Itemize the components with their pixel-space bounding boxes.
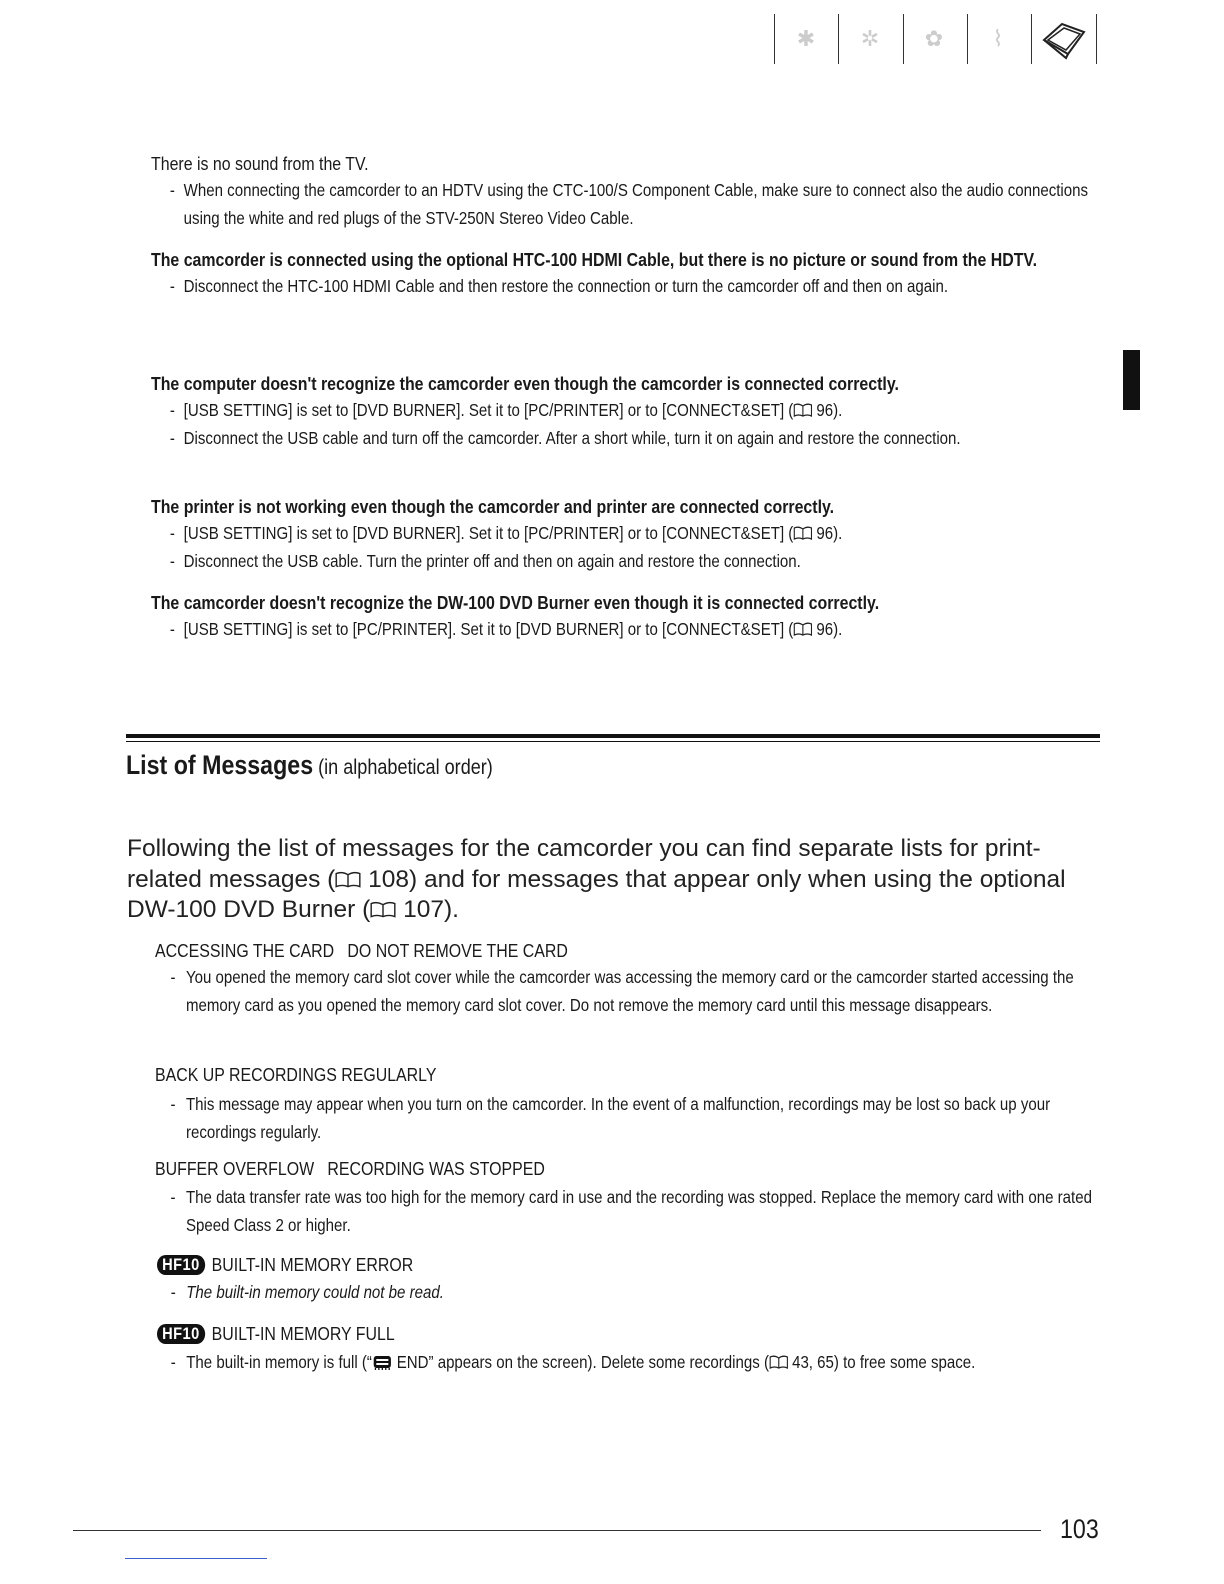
message-heading: BACK UP RECORDINGS REGULARLY: [155, 1064, 437, 1085]
solution-item: - [USB SETTING] is set to [DVD BURNER]. Set it to [PC/PRINTER] or to [CONNECT&SET] ( 96).: [169, 523, 843, 543]
problem-heading: The camcorder is connected using the optional HTC-100 HDMI Cable, but there is no picture or sound from the HDTV.: [151, 249, 1038, 270]
troubleshoot-entry: [151, 589, 1101, 644]
chapter-tabs: [770, 8, 1100, 60]
message-explanation: - This message may appear when you turn on the camcorder. In the event of a malfunction, recordings may be lost so back up your recordings regularly.: [170, 1094, 1051, 1142]
footer-accent-line: [125, 1558, 267, 1559]
tab-separator: [967, 14, 968, 64]
book-reference-icon: [769, 1355, 788, 1369]
troubleshoot-entry: [151, 370, 1101, 452]
book-reference-icon: [793, 526, 812, 540]
message-entry: [157, 1251, 1107, 1307]
tab-separator: [903, 14, 904, 64]
built-in-memory-icon: [372, 1352, 393, 1370]
model-badge: HF10: [157, 1324, 205, 1344]
connection-icon[interactable]: ⌇: [992, 26, 1004, 51]
problem-heading: The camcorder doesn't recognize the DW-100 DVD Burner even though it is connected correctly.: [151, 592, 880, 613]
message-heading: ACCESSING THE CARD DO NOT REMOVE THE CARD: [155, 940, 568, 961]
problem-heading: The computer doesn't recognize the camcorder even though the camcorder is connected correctly.: [151, 373, 899, 394]
troubleshoot-entry: [151, 150, 1101, 232]
section-rule-thick: [126, 734, 1100, 738]
chapter-marker: [1123, 350, 1140, 410]
message-entry: [157, 1320, 1107, 1377]
message-heading: HF10 BUILT-IN MEMORY ERROR: [157, 1251, 1112, 1278]
section-intro: Following the list of messages for the camcorder you can find separate lists for print-related messages ( 108) and for messages that appear only when using the optional DW-100 DVD Burner ( 107).: [127, 835, 1066, 923]
troubleshoot-entry: [151, 246, 1101, 301]
message-entry: [155, 1061, 1105, 1146]
reference-book-icon[interactable]: [1038, 18, 1090, 60]
section-rule-thin: [126, 741, 1100, 742]
page-number: 103: [1060, 1514, 1099, 1544]
problem-heading: The printer is not working even though the camcorder and printer are connected correctly.: [151, 496, 835, 517]
book-reference-icon: [370, 901, 396, 918]
message-heading: BUFFER OVERFLOW RECORDING WAS STOPPED: [155, 1158, 545, 1179]
settings-icon[interactable]: ✿: [924, 26, 944, 51]
book-reference-icon: [793, 403, 812, 417]
message-entry: [155, 937, 1105, 1019]
model-badge: HF10: [157, 1255, 205, 1275]
solution-item: - Disconnect the USB cable. Turn the printer off and then on again and restore the connection.: [169, 550, 801, 571]
troubleshoot-entry: [151, 493, 1101, 575]
book-reference-icon: [335, 871, 361, 888]
message-explanation: - You opened the memory card slot cover while the camcorder was accessing the memory card or the camcorder started accessing the memory card as you opened the memory card slot cover. Do not remove the memory card until this message disappears.: [170, 967, 1074, 1015]
solution-item: - Disconnect the HTC-100 HDMI Cable and then restore the connection or turn the camcorder off and then on again.: [169, 276, 949, 296]
movie-mode-icon[interactable]: ✱: [796, 26, 816, 51]
book-reference-icon: [793, 622, 812, 636]
tab-separator: [1031, 14, 1032, 64]
tab-separator: [774, 14, 775, 64]
solution-item: - [USB SETTING] is set to [PC/PRINTER]. Set it to [DVD BURNER] or to [CONNECT&SET] ( 96).: [169, 619, 843, 639]
message-explanation: - The built-in memory is full (“ END” appears on the screen). Delete some recordings ( 43, 65) to free some space.: [170, 1352, 976, 1372]
footer-rule: [73, 1530, 1041, 1531]
tab-separator: [1096, 14, 1097, 64]
solution-item: - [USB SETTING] is set to [DVD BURNER]. Set it to [PC/PRINTER] or to [CONNECT&SET] ( 96).: [169, 400, 843, 420]
message-heading: HF10 BUILT-IN MEMORY FULL: [157, 1320, 1112, 1347]
photo-mode-icon[interactable]: ✲: [860, 26, 880, 51]
solution-item: - When connecting the camcorder to an HDTV using the CTC-100/S Component Cable, make sure to connect also the audio connections using the white and red plugs of the STV-250N Stereo Video Cable.: [169, 180, 1089, 228]
section-title: List of Messages (in alphabetical order): [126, 750, 493, 780]
solution-item: - Disconnect the USB cable and turn off the camcorder. After a short while, turn it on again and restore the connection.: [169, 427, 961, 448]
tab-separator: [838, 14, 839, 64]
message-explanation: - The built-in memory could not be read.: [170, 1282, 444, 1302]
message-entry: [155, 1155, 1105, 1239]
message-explanation: - The data transfer rate was too high for the memory card in use and the recording was stopped. Replace the memory card with one rated Speed Class 2 or higher.: [170, 1187, 1092, 1235]
problem-heading: There is no sound from the TV.: [151, 153, 369, 174]
